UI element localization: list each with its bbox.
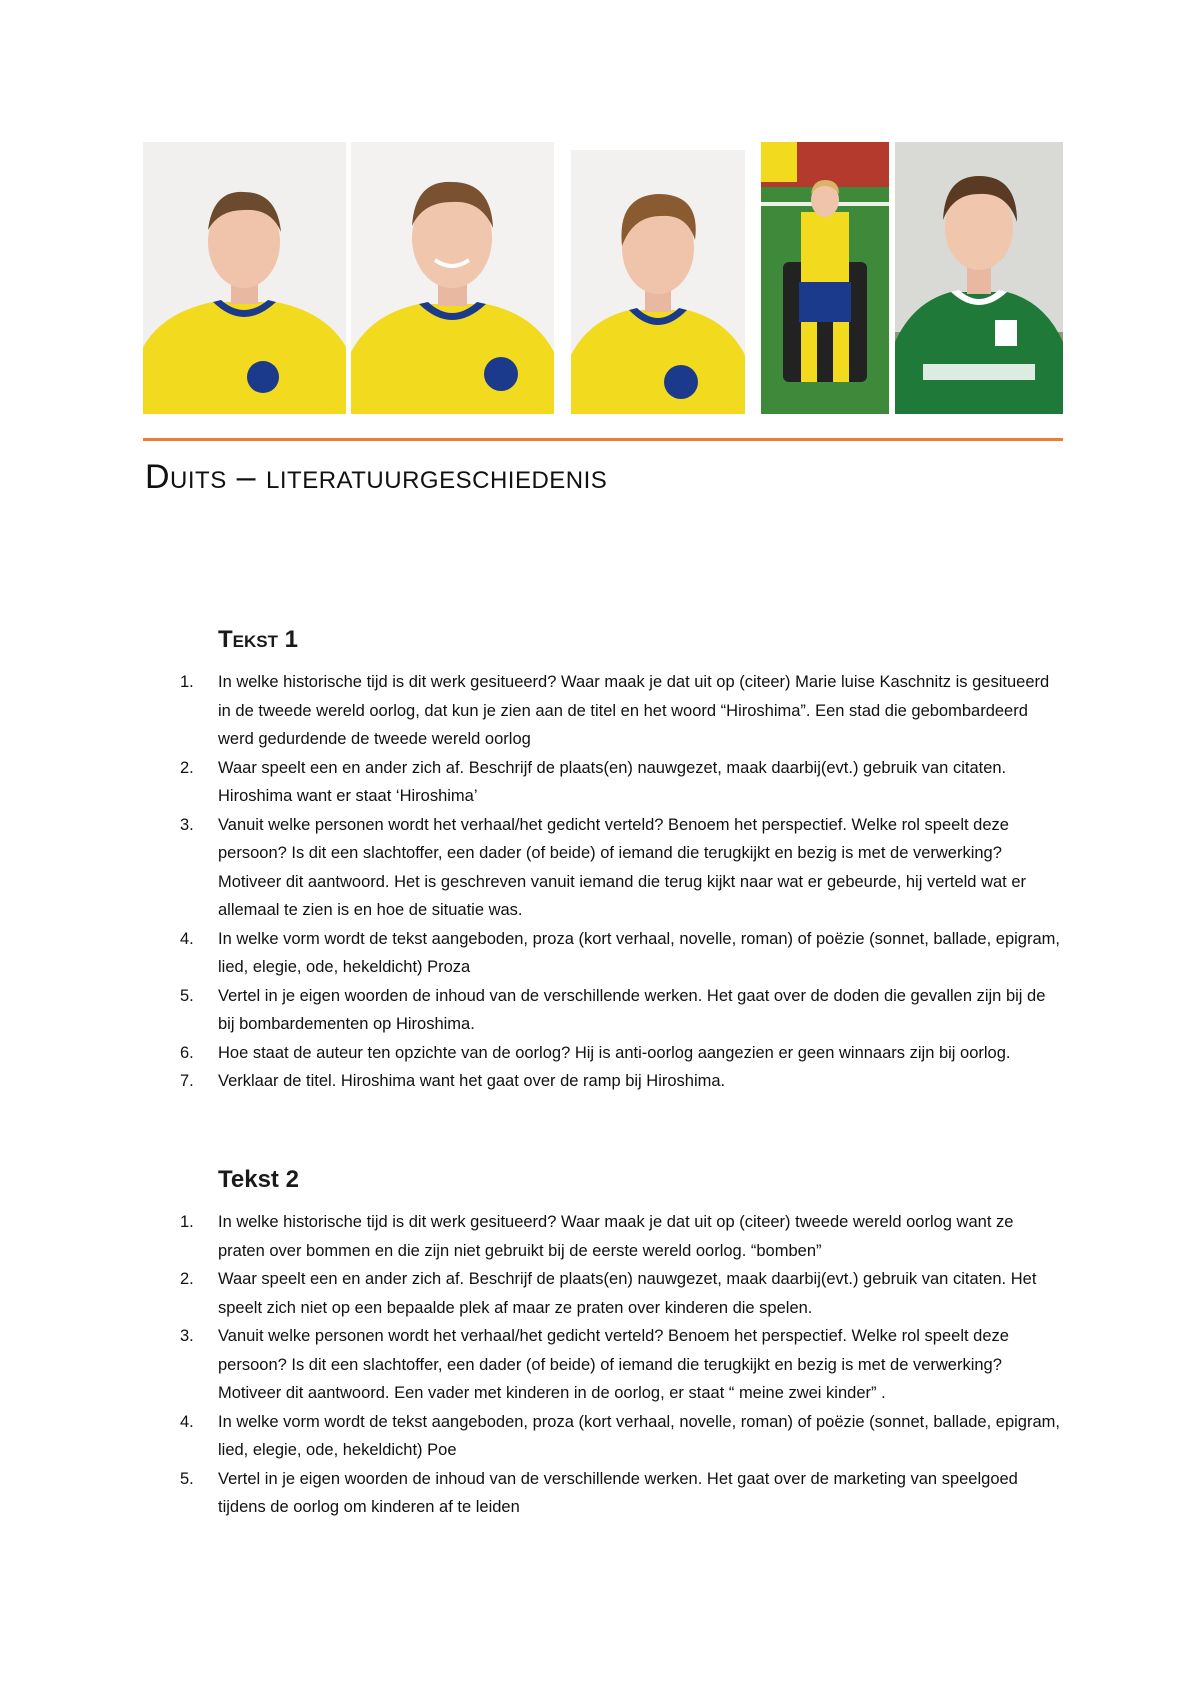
question-item (160, 1208, 1060, 1265)
question-text: In welke historische tijd is dit werk gesitueerd? Waar maak je dat uit op (citeer) Marie luise Kaschnitz is gesitueerd in de tweede wereld oorlog, dat kun je zien aan de titel en het woord “Hiroshima”. Een stad die gebombardeerd werd gedurdende de tweede wereld oorlog (218, 673, 1050, 748)
section-title: Tekst 2 (218, 1166, 299, 1193)
document-title: Duits – literatuurgeschiedenis (145, 458, 608, 496)
question-item (160, 811, 1060, 925)
question-number: 1. (180, 673, 194, 691)
question-number: 2. (180, 1270, 194, 1288)
question-item (160, 1322, 1060, 1408)
question-item (160, 925, 1060, 982)
question-text: In welke vorm wordt de tekst aangeboden, proza (kort verhaal, novelle, roman) of poëzie (sonnet, ballade, epigram, lied, elegie, ode, hekeldicht) Proza (218, 929, 1060, 976)
question-number: 5. (180, 986, 194, 1005)
section-tekst-1 (160, 626, 1060, 1096)
question-item (160, 1039, 1060, 1068)
question-number: 2. (180, 758, 194, 777)
question-item (160, 1465, 1060, 1522)
question-list (160, 1208, 1060, 1522)
photo-player-4 (761, 142, 889, 414)
question-number: 4. (180, 1412, 194, 1431)
question-text: In welke historische tijd is dit werk gesitueerd? Waar maak je dat uit op (citeer) tweede wereld oorlog want ze praten over bommen en die zijn niet gebruikt bij de eerste wereld oorlog. “bomben” (218, 1213, 1014, 1260)
orange-divider (143, 438, 1063, 441)
photo-player-2 (351, 142, 554, 414)
question-text: Waar speelt een en ander zich af. Beschrijf de plaats(en) nauwgezet, maak daarbij(evt.) gebruik van citaten. Hiroshima want er staat ‘Hiroshima’ (218, 758, 1007, 805)
question-text: Hoe staat de auteur ten opzichte van de oorlog? Hij is anti-oorlog aangezien er geen winnaars zijn bij oorlog. (218, 1043, 1011, 1062)
question-text: Vertel in je eigen woorden de inhoud van de verschillende werken. Het gaat over de marketing van speelgoed tijdens de oorlog om kinderen af te leiden (218, 1469, 1018, 1516)
question-text: Vanuit welke personen wordt het verhaal/het gedicht verteld? Benoem het perspectief. Welke rol speelt deze persoon? Is dit een slachtoffer, een dader (of beide) of iemand die terugkijkt en bezig is met de verwerking? Motiveer dit aantwoord. Een vader met kinderen in de oorlog, er staat “ meine zwei kinder” . (218, 1327, 1009, 1402)
question-number: 3. (180, 1327, 194, 1345)
question-item (160, 1265, 1060, 1322)
photo-strip (143, 142, 1063, 414)
question-number: 3. (180, 815, 194, 834)
question-item (160, 982, 1060, 1039)
question-item (160, 1067, 1060, 1096)
question-text: In welke vorm wordt de tekst aangeboden, proza (kort verhaal, novelle, roman) of poëzie (sonnet, ballade, epigram, lied, elegie, ode, hekeldicht) Poe (218, 1412, 1060, 1459)
question-item (160, 754, 1060, 811)
question-text: Vanuit welke personen wordt het verhaal/het gedicht verteld? Benoem het perspectief. Welke rol speelt deze persoon? Is dit een slachtoffer, een dader (of beide) of iemand die terugkijkt en bezig is met de verwerking? Motiveer dit aantwoord. Het is geschreven vanuit iemand die terug kijkt naar wat er gebeurde, hij verteld wat er allemaal te zien is en hoe de situatie was. (218, 815, 1027, 919)
section-title: Tekst 1 (218, 626, 299, 653)
question-item (160, 668, 1060, 754)
question-number: 7. (180, 1072, 194, 1090)
question-text: Verklaar de titel. Hiroshima want het gaat over de ramp bij Hiroshima. (218, 1072, 726, 1090)
question-number: 4. (180, 929, 194, 948)
question-text: Waar speelt een en ander zich af. Beschrijf de plaats(en) nauwgezet, maak daarbij(evt.) gebruik van citaten. Het speelt zich niet op een bepaalde plek af maar ze praten over kinderen die spelen. (218, 1270, 1037, 1317)
question-number: 1. (180, 1213, 194, 1231)
section-tekst-2 (160, 1166, 1060, 1522)
question-text: Vertel in je eigen woorden de inhoud van de verschillende werken. Het gaat over de doden die gevallen zijn bij de bij bombardementen op Hiroshima. (218, 986, 1046, 1033)
photo-player-3 (571, 150, 745, 414)
question-list (160, 668, 1060, 1096)
question-item (160, 1408, 1060, 1465)
question-number: 5. (180, 1469, 194, 1488)
photo-player-1 (143, 142, 346, 414)
question-number: 6. (180, 1043, 194, 1062)
photo-player-5 (895, 142, 1063, 414)
